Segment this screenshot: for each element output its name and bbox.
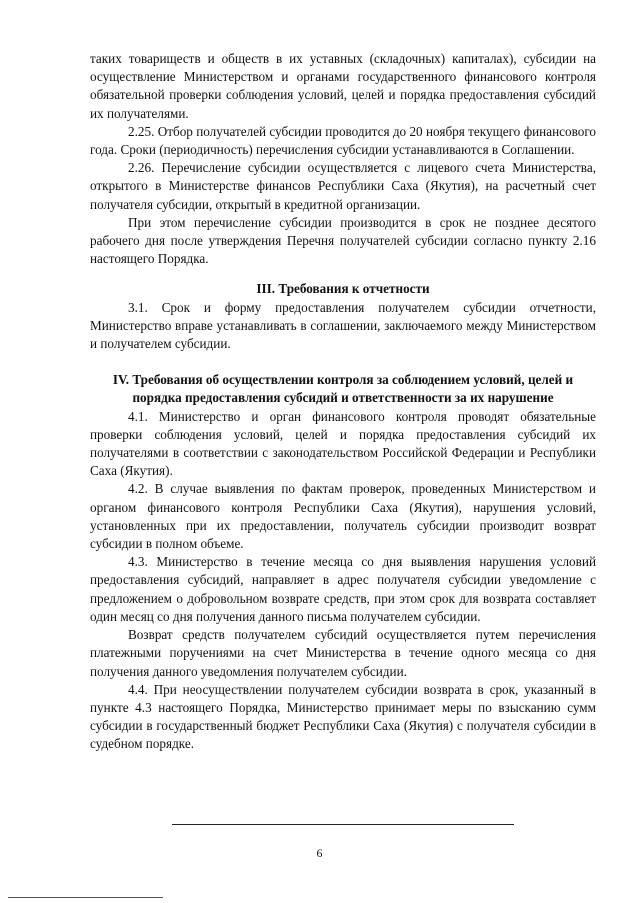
paragraph-2-26: 2.26. Перечисление субсидии осуществляется с лицевого счета Министерства, открытого в Министерстве финансов Республики Саха (Якутия), на расчетный счет получателя субсидии, открытый в кредитной организации.	[90, 160, 596, 212]
paragraph-continuation: таких товариществ и обществ в их уставных (складочных) капиталах), субсидии на осуществление Министерством и органами государственного финансового контроля обязательной проверки соблюдения условий, целей и порядка предоставления субсидий их получателями.	[90, 51, 596, 121]
paragraph-2-26-note: При этом перечисление субсидии производится в срок не позднее десятого рабочего дня после утверждения Перечня получателей субсидии согласно пункту 2.16 настоящего Порядка.	[90, 214, 596, 267]
page-body	[90, 50, 596, 754]
section-4-heading: IV. Требования об осуществлении контроля за соблюдением условий, целей и порядка предоставления субсидий и ответственности за их нарушение	[112, 372, 574, 406]
paragraph-4-2: 4.2. В случае выявления по фактам проверок, проведенных Министерством и органом финансового контроля Республики Саха (Якутия), нарушения условий, установленных при их предоставлении, получатель субсидии производит возврат субсидии в полном объеме.	[90, 481, 596, 552]
scan-edge-line	[8, 897, 163, 898]
page-number: 6	[316, 846, 323, 860]
paragraph-4-3: 4.3. Министерство в течение месяца со дня выявления нарушения условий предоставления субсидий, направляет в адрес получателя субсидии уведомление с предложением о добровольном возврате средств, при этом срок для возврата составляет один месяц со дня получения данного письма получателем субсидии.	[90, 554, 596, 624]
paragraph-4-3-return: Возврат средств получателем субсидий осуществляется путем перечисления платежными поручениями на счет Министерства в течение одного месяца со дня получения данного уведомления получателем субсидии.	[90, 627, 596, 679]
paragraph-2-25: 2.25. Отбор получателей субсидии проводится до 20 ноября текущего финансового года. Сроки (периодичность) перечисления субсидии устанавливаются в Соглашении.	[90, 123, 596, 158]
paragraph-3-1: 3.1. Срок и форму предоставления получателем субсидии отчетности, Министерство вправе устанавливать в соглашении, заключаемого между Министерством и получателем субсидии.	[90, 299, 596, 352]
section-3-heading: III. Требования к отчетности	[256, 281, 430, 297]
footnote-divider	[172, 824, 514, 825]
paragraph-4-1: 4.1. Министерство и орган финансового контроля проводят обязательные проверки соблюдения условий, целей и порядка предоставления субсидий их получателями в соответствии с законодательством Российской Федерации и Республики Саха (Якутия).	[90, 408, 596, 479]
paragraph-4-4: 4.4. При неосуществлении получателем субсидии возврата в срок, указанный в пункте 4.3 настоящего Порядка, Министерство принимает меры по взысканию сумм субсидии в государственный бюджет Республики Саха (Якутия) с получателя субсидии в судебном порядке.	[90, 681, 596, 752]
